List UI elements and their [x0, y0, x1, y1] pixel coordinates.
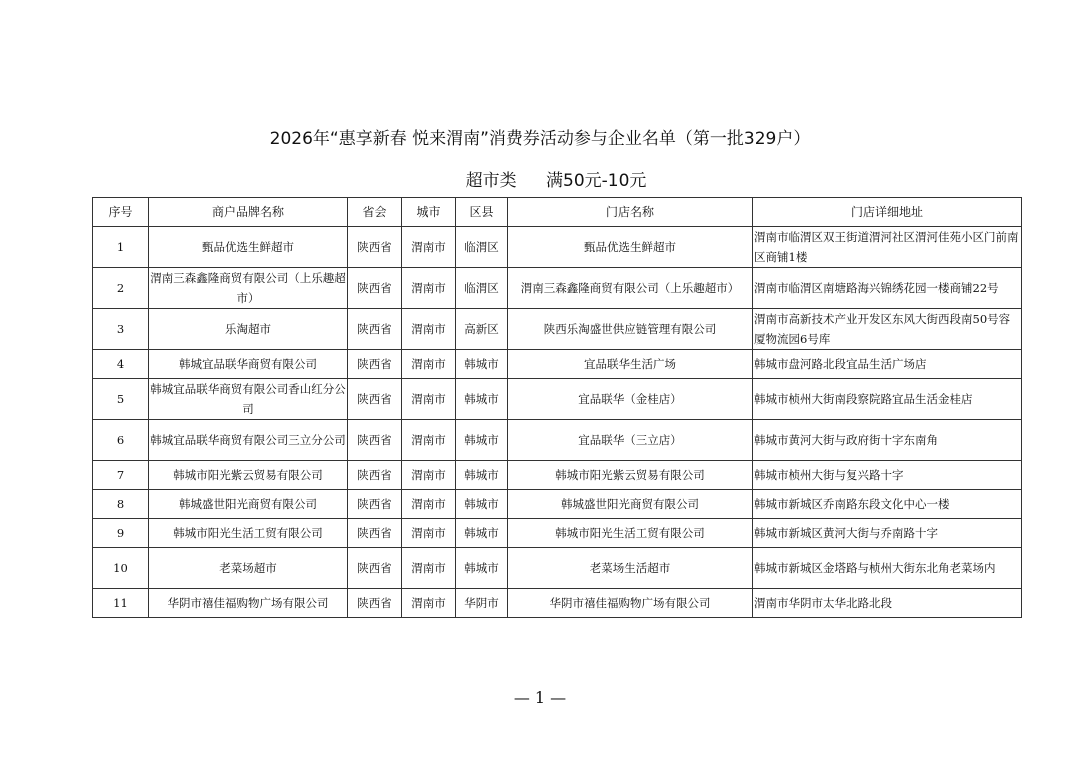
- cell-store-address: 渭南市临渭区南塘路海兴锦绣花园一楼商铺22号: [753, 268, 1022, 309]
- cell-brand-name: 韩城市阳光紫云贸易有限公司: [149, 461, 348, 490]
- cell-district: 临渭区: [456, 268, 508, 309]
- table-row: [93, 548, 1022, 589]
- cell-city: 渭南市: [402, 268, 456, 309]
- cell-index: 5: [93, 379, 149, 420]
- cell-index: 9: [93, 519, 149, 548]
- cell-store-name: 韩城市阳光生活工贸有限公司: [508, 519, 753, 548]
- cell-store-name: 韩城盛世阳光商贸有限公司: [508, 490, 753, 519]
- cell-district: 韩城市: [456, 548, 508, 589]
- cell-city: 渭南市: [402, 490, 456, 519]
- column-header-index: 序号: [93, 198, 149, 227]
- cell-store-name: 宜品联华（金桂店）: [508, 379, 753, 420]
- cell-city: 渭南市: [402, 589, 456, 618]
- cell-store-address: 韩城市桢州大街与复兴路十字: [753, 461, 1022, 490]
- cell-district: 临渭区: [456, 227, 508, 268]
- column-header-city: 城市: [402, 198, 456, 227]
- cell-store-address: 韩城市新城区乔南路东段文化中心一楼: [753, 490, 1022, 519]
- cell-brand-name: 韩城宜品联华商贸有限公司香山红分公司: [149, 379, 348, 420]
- column-header-district: 区县: [456, 198, 508, 227]
- cell-province: 陕西省: [348, 490, 402, 519]
- cell-store-address: 韩城市新城区金塔路与桢州大街东北角老菜场内: [753, 548, 1022, 589]
- cell-index: 4: [93, 350, 149, 379]
- cell-province: 陕西省: [348, 379, 402, 420]
- table-row: [93, 420, 1022, 461]
- cell-district: 韩城市: [456, 420, 508, 461]
- table-row: [93, 519, 1022, 548]
- table-row: [93, 309, 1022, 350]
- cell-district: 韩城市: [456, 350, 508, 379]
- offer-label: 满50元-10元: [546, 171, 647, 191]
- cell-store-name: 韩城市阳光紫云贸易有限公司: [508, 461, 753, 490]
- cell-district: 韩城市: [456, 379, 508, 420]
- cell-province: 陕西省: [348, 461, 402, 490]
- cell-brand-name: 韩城市阳光生活工贸有限公司: [149, 519, 348, 548]
- cell-province: 陕西省: [348, 548, 402, 589]
- cell-index: 10: [93, 548, 149, 589]
- cell-brand-name: 老菜场超市: [149, 548, 348, 589]
- cell-brand-name: 华阴市禧佳福购物广场有限公司: [149, 589, 348, 618]
- cell-index: 7: [93, 461, 149, 490]
- cell-store-address: 渭南市华阴市太华北路北段: [753, 589, 1022, 618]
- cell-brand-name: 渭南三森鑫隆商贸有限公司（上乐趣超市）: [149, 268, 348, 309]
- cell-brand-name: 甄品优选生鲜超市: [149, 227, 348, 268]
- cell-brand-name: 韩城盛世阳光商贸有限公司: [149, 490, 348, 519]
- page-number: — 1 —: [513, 688, 567, 707]
- cell-city: 渭南市: [402, 379, 456, 420]
- table-row: [93, 490, 1022, 519]
- cell-store-address: 韩城市新城区黄河大街与乔南路十字: [753, 519, 1022, 548]
- cell-store-address: 渭南市临渭区双王街道渭河社区渭河佳苑小区门前南区商铺1楼: [753, 227, 1022, 268]
- cell-city: 渭南市: [402, 519, 456, 548]
- cell-store-name: 渭南三森鑫隆商贸有限公司（上乐趣超市）: [508, 268, 753, 309]
- column-header-store-name: 门店名称: [508, 198, 753, 227]
- cell-index: 2: [93, 268, 149, 309]
- table-row: [93, 379, 1022, 420]
- cell-store-name: 宜品联华（三立店）: [508, 420, 753, 461]
- cell-city: 渭南市: [402, 309, 456, 350]
- column-header-province: 省会: [348, 198, 402, 227]
- cell-province: 陕西省: [348, 350, 402, 379]
- table-header-row: [93, 198, 1022, 227]
- table-row: [93, 227, 1022, 268]
- cell-city: 渭南市: [402, 420, 456, 461]
- cell-province: 陕西省: [348, 309, 402, 350]
- cell-index: 3: [93, 309, 149, 350]
- cell-index: 8: [93, 490, 149, 519]
- cell-city: 渭南市: [402, 461, 456, 490]
- cell-city: 渭南市: [402, 350, 456, 379]
- cell-province: 陕西省: [348, 589, 402, 618]
- cell-store-address: 韩城市桢州大街南段察院路宜品生活金桂店: [753, 379, 1022, 420]
- cell-brand-name: 乐淘超市: [149, 309, 348, 350]
- table-row: [93, 350, 1022, 379]
- category-label: 超市类: [465, 171, 517, 191]
- cell-index: 6: [93, 420, 149, 461]
- cell-store-name: 甄品优选生鲜超市: [508, 227, 753, 268]
- cell-province: 陕西省: [348, 420, 402, 461]
- cell-province: 陕西省: [348, 227, 402, 268]
- document-subtitle: [0, 166, 1080, 191]
- cell-brand-name: 韩城宜品联华商贸有限公司: [149, 350, 348, 379]
- cell-district: 韩城市: [456, 461, 508, 490]
- document-title: 2026年“惠享新春 悦来渭南”消费券活动参与企业名单（第一批329户）: [269, 129, 811, 149]
- cell-province: 陕西省: [348, 519, 402, 548]
- cell-store-name: 宜品联华生活广场: [508, 350, 753, 379]
- cell-store-address: 渭南市高新技术产业开发区东风大街西段南50号容厦物流园6号库: [753, 309, 1022, 350]
- cell-district: 韩城市: [456, 490, 508, 519]
- cell-store-address: 韩城市盘河路北段宜品生活广场店: [753, 350, 1022, 379]
- cell-store-name: 华阴市禧佳福购物广场有限公司: [508, 589, 753, 618]
- cell-index: 1: [93, 227, 149, 268]
- cell-city: 渭南市: [402, 227, 456, 268]
- cell-store-name: 老菜场生活超市: [508, 548, 753, 589]
- table-row: [93, 589, 1022, 618]
- cell-city: 渭南市: [402, 548, 456, 589]
- cell-district: 高新区: [456, 309, 508, 350]
- cell-store-name: 陕西乐淘盛世供应链管理有限公司: [508, 309, 753, 350]
- cell-province: 陕西省: [348, 268, 402, 309]
- merchant-table: [92, 197, 1022, 618]
- table-row: [93, 461, 1022, 490]
- table-row: [93, 268, 1022, 309]
- column-header-brand-name: 商户品牌名称: [149, 198, 348, 227]
- cell-district: 华阴市: [456, 589, 508, 618]
- cell-brand-name: 韩城宜品联华商贸有限公司三立分公司: [149, 420, 348, 461]
- cell-index: 11: [93, 589, 149, 618]
- column-header-store-address: 门店详细地址: [753, 198, 1022, 227]
- cell-store-address: 韩城市黄河大街与政府街十字东南角: [753, 420, 1022, 461]
- cell-district: 韩城市: [456, 519, 508, 548]
